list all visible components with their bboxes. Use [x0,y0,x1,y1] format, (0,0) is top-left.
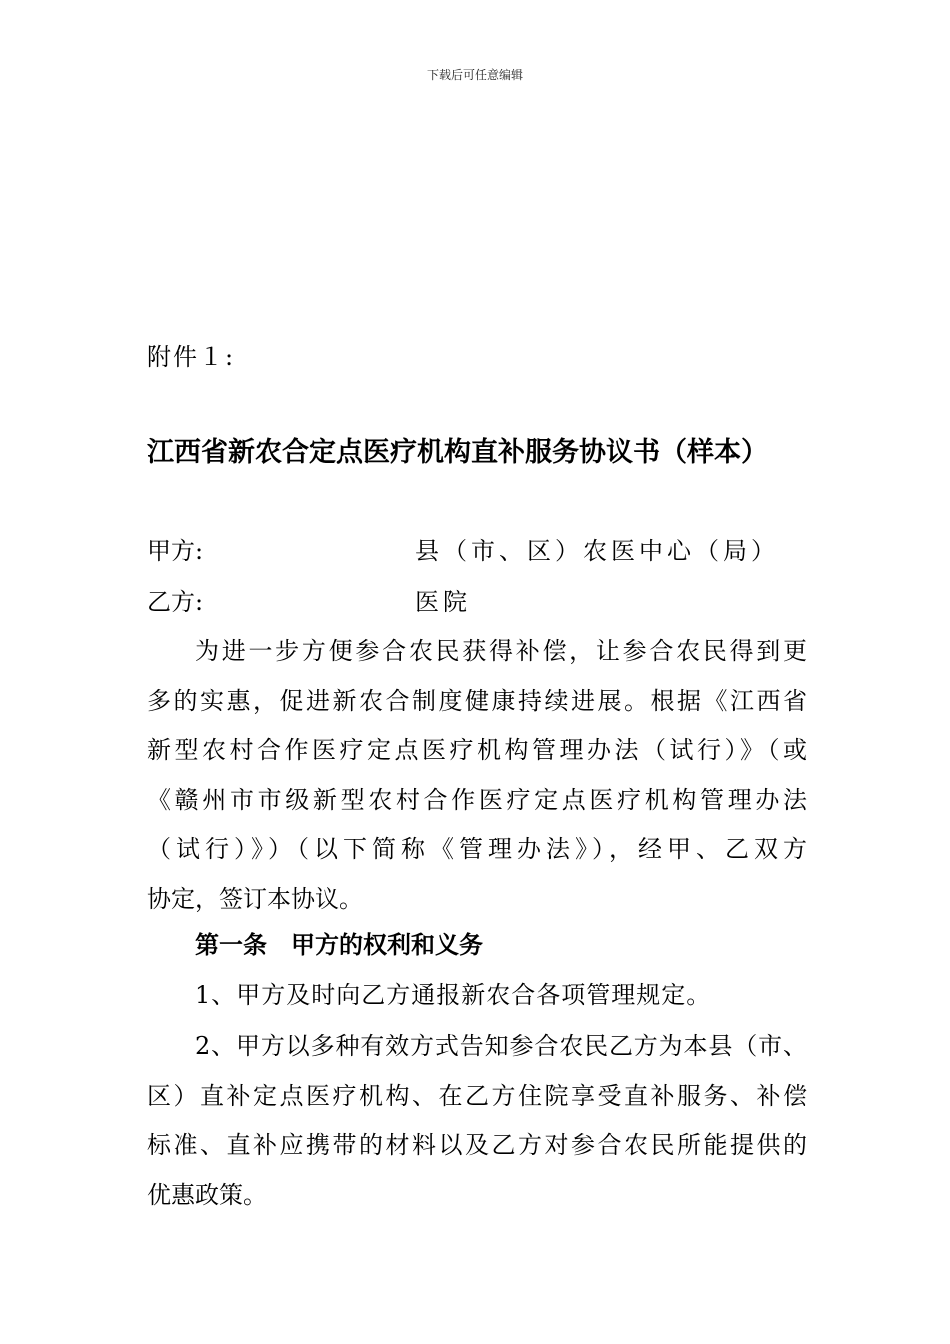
article-title: 甲方的权利和义务 [291,930,483,959]
intro-line: 多的实惠，促进新农合制度健康持续进展。根据《江西省 [147,686,807,715]
intro-line: 新型农村合作医疗定点医疗机构管理办法（试行）》（或 [147,736,807,764]
party-a-value: 县（市、区）农医中心（局） [415,537,779,565]
clause-item-1: 1、甲方及时向乙方通报新农合各项管理规定。 [195,981,712,1009]
party-a-label: 甲方: [147,537,204,565]
party-a-row [147,531,779,566]
article-number: 第一条 [195,930,267,959]
intro-line: 《赣州市市级新型农村合作医疗定点医疗机构管理办法 [147,785,807,814]
clause-line: 2、甲方以多种有效方式告知参合农民乙方为本县（市、 [195,1032,807,1060]
article-heading [195,925,483,960]
clause-item-2 [147,1022,807,1220]
clause-line: 优惠政策。 [147,1180,267,1209]
intro-paragraph [147,627,807,924]
intro-line: 为进一步方便参合农民获得补偿，让参合农民得到更 [195,637,807,665]
intro-line: 协定，签订本协议。 [147,884,363,913]
party-b-label: 乙方: [147,588,204,616]
document-title: 江西省新农合定点医疗机构直补服务协议书（样本） [147,437,768,468]
intro-line: （试行）》）（以下简称《管理办法》），经甲、乙双方 [147,835,807,863]
clause-line: 区）直补定点医疗机构、在乙方住院享受直补服务、补偿 [147,1081,807,1110]
clause-line: 标准、直补应携带的材料以及乙方对参合农民所能提供的 [147,1131,807,1159]
party-b-value: 医院 [415,588,471,616]
attachment-label: 附件１: [147,343,236,371]
header-note: 下载后可任意编辑 [426,68,523,82]
party-b-row [147,582,471,617]
